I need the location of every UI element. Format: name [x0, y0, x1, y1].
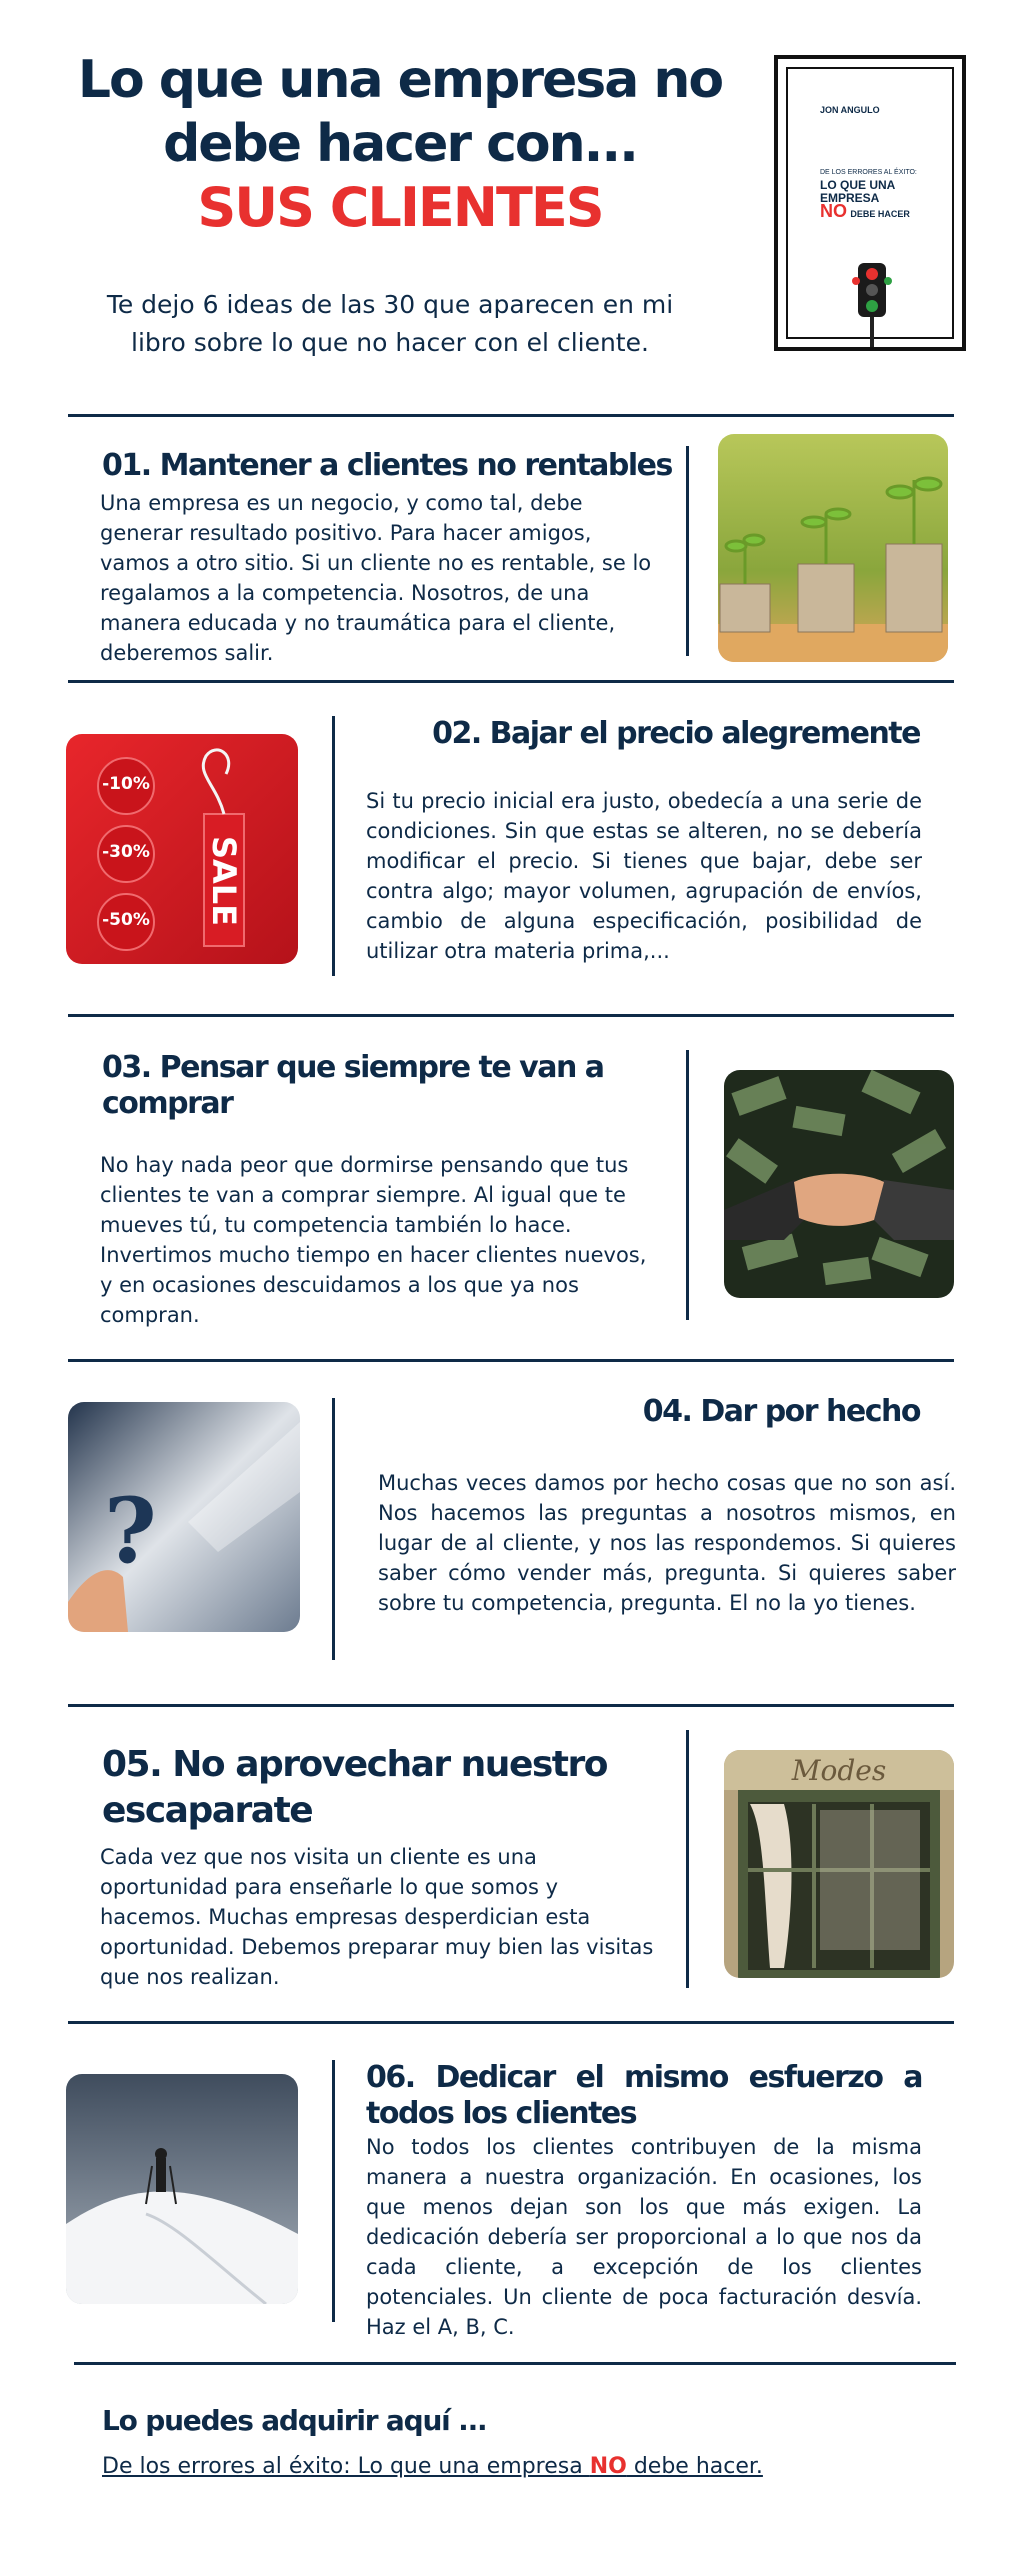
book-title-line: LO QUE UNA EMPRESA	[820, 178, 895, 205]
handshake-money-image	[724, 1070, 954, 1298]
divider	[68, 1014, 954, 1017]
title-line-3: SUS CLIENTES	[197, 176, 603, 239]
discount-50-label: -50%	[102, 910, 150, 930]
sale-label: SALE	[205, 835, 243, 927]
section-6-title: 06. Dedicar el mismo esfuerzo a todos los clientes	[366, 2060, 922, 2131]
page-title	[60, 48, 740, 240]
section-6-separator	[332, 2060, 335, 2322]
link-text-no: NO	[589, 2454, 627, 2479]
book-subtitle: DE LOS ERRORES AL ÉXITO:	[820, 169, 917, 176]
section-3-separator	[686, 1050, 689, 1320]
mountain-climber-image	[66, 2074, 298, 2304]
section-3-title: 03. Pensar que siempre te van a comprar	[102, 1050, 604, 1121]
divider	[74, 2362, 956, 2365]
section-5-text: Cada vez que nos visita un cliente es una oportunidad para enseñarle lo que somos y hacemos. Muchas empresas desperdician esta oportunidad. Debemos preparar muy bien las visitas que nos realizan.	[100, 1845, 654, 1989]
intro-text	[70, 286, 710, 362]
link-text-post: debe hacer.	[626, 2454, 763, 2479]
section-3-text: No hay nada peor que dormirse pensando que tus clientes te van a comprar siempre. Al igual que te mueves tú, tu competencia también lo hace. Invertimos mucho tiempo en hacer clientes nuevos, y en ocasiones descuidamos a los que ya nos compran.	[100, 1153, 647, 1327]
book-purchase-link[interactable]	[102, 2454, 763, 2479]
book-title	[820, 179, 952, 221]
section-5-separator	[686, 1730, 689, 1988]
section-6-text: No todos los clientes contribuyen de la misma manera a nuestra organización. En ocasiones, los que menos dejan son los que más exigen. La dedicación debería ser proporcional a lo que nos da cada cliente, a excepción de los clientes potenciales. Un cliente de poca facturación desvía. Haz el A, B, C.	[366, 2135, 922, 2339]
book-title-rest: DEBE HACER	[850, 209, 910, 219]
traffic-light-icon	[850, 261, 894, 347]
coins-plant-image	[718, 434, 948, 662]
divider	[68, 1704, 954, 1707]
section-5-title: 05. No aprovechar nuestro escaparate	[102, 1744, 607, 1831]
intro-line-1: Te dejo 6 ideas de las 30 que aparecen en mi	[106, 290, 674, 319]
divider	[68, 414, 954, 417]
section-1-separator	[686, 446, 689, 656]
title-line-1: Lo que una empresa no	[77, 50, 723, 110]
discount-30-label: -30%	[102, 842, 150, 862]
divider	[68, 2021, 954, 2024]
divider	[68, 680, 954, 683]
section-4-separator	[332, 1398, 335, 1660]
section-2-separator	[332, 716, 335, 976]
book-cover-frame	[786, 67, 954, 339]
book-author: JON ANGULO	[820, 105, 880, 115]
title-line-2: debe hacer con...	[163, 114, 637, 174]
section-4-title: 04. Dar por hecho	[642, 1394, 920, 1429]
question-mark-image	[68, 1402, 300, 1632]
intro-line-2: libro sobre lo que no hacer con el cliente.	[131, 328, 649, 357]
section-1-text: Una empresa es un negocio, y como tal, debe generar resultado positivo. Para hacer amigos, vamos a otro sitio. Si un cliente no es rentable, se lo regalamos a la competencia. Nosotros, de una manera educada y no traumática para el cliente, deberemos salir.	[100, 491, 652, 665]
section-2-title: 02. Bajar el precio alegremente	[432, 716, 920, 751]
sale-tag-image	[66, 734, 298, 964]
discount-10-label: -10%	[102, 774, 150, 794]
section-1-title: 01. Mantener a clientes no rentables	[102, 448, 672, 483]
section-2-text: Si tu precio inicial era justo, obedecía a una serie de condiciones. Sin que estas se alteren, no se debería modificar el precio. Si tienes que bajar, debe ser contra algo; mayor volumen, agrupación de envíos, cambio de alguna especificación, posibilidad de utilizar otra materia prima,...	[366, 789, 922, 963]
link-text-pre: De los errores al éxito: Lo que una empresa	[102, 2454, 590, 2479]
divider	[68, 1359, 954, 1362]
section-4-text: Muchas veces damos por hecho cosas que no son así. Nos hacemos las preguntas a nosotros mismos, en lugar de al cliente, y nos las respondemos. Si quieres saber cómo vender más, pregunta. Si quieres saber sobre tu competencia, pregunta. El no la yo tienes.	[378, 1471, 956, 1615]
shop-window-image	[724, 1750, 954, 1978]
svg-text:?: ?	[104, 1478, 157, 1584]
shop-sign: Modes	[791, 1754, 887, 1787]
book-title-no: NO	[820, 201, 847, 221]
book-cover	[774, 55, 966, 351]
purchase-heading: Lo puedes adquirir aquí ...	[102, 2404, 487, 2437]
